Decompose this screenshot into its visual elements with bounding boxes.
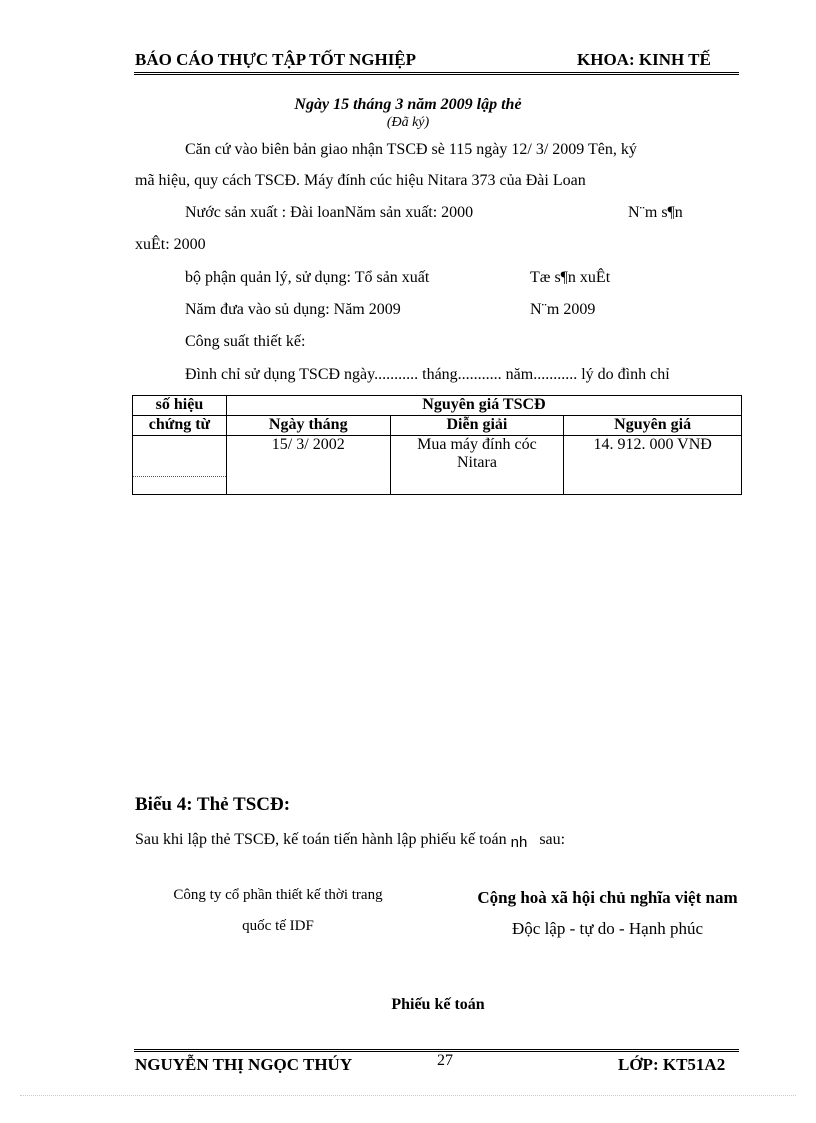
header-doc-number <box>133 396 227 416</box>
section-intro-nh: nh <box>510 834 528 851</box>
section-intro-end: sau: <box>539 831 566 848</box>
republic-line1: Cộng hoà xã hội chủ nghĩa việt nam <box>477 888 738 907</box>
cell-description-l1: Mua máy đính cóc <box>417 436 537 453</box>
header-description: Diễn giải <box>390 416 564 436</box>
page-number: 27 <box>437 1052 453 1069</box>
republic-line2: Độc lập - tự do - Hạnh phúc <box>512 919 703 938</box>
section-intro-main: Sau khi lập thẻ TSCĐ, kế toán tiến hành lập phiếu kế toán <box>135 831 507 848</box>
suspend-line: Đình chỉ sử dụng TSCĐ ngày........... tháng........... năm........... lý do đình chỉ <box>185 366 670 383</box>
header-original-cost-group: Nguyên giá TSCĐ <box>226 396 741 416</box>
para1-line2: mã hiệu, quy cách TSCĐ. Máy đính cúc hiệu Nitara 373 của Đài Loan <box>135 172 586 189</box>
garbled-year-label: N¨m s¶n <box>628 204 683 221</box>
garbled-year-use: N¨m 2009 <box>530 301 596 318</box>
header-rule-1 <box>134 72 739 73</box>
date-line: Ngày 15 tháng 3 năm 2009 lập thẻ <box>294 96 522 113</box>
signed-note: (Đã ký) <box>386 115 430 130</box>
capacity-line: Công suất thiết kế: <box>185 333 306 350</box>
garbled-dept: Tæ s¶n xuÊt <box>530 269 611 286</box>
cell-description-l2: Nitara <box>456 454 497 471</box>
section-title: Biểu 4: Thẻ TSCĐ: <box>135 794 291 815</box>
header-left: BÁO CÁO THỰC TẬP TỐT NGHIỆP <box>135 50 417 69</box>
table-row <box>133 436 742 495</box>
country-line: Nước sản xuất : Đài loanNăm sản xuất: 2000 <box>185 204 474 221</box>
page-edge-dots <box>20 1095 796 1096</box>
form-title: Phiếu kế toán <box>391 996 485 1013</box>
para1-line1: Căn cứ vào biên bản giao nhận TSCĐ sè 115 ngày 12/ 3/ 2009 Tên, ký <box>185 141 637 158</box>
header-rule-2 <box>134 74 739 75</box>
dept-line: bộ phận quản lý, sử dụng: Tổ sản xuất <box>185 269 430 286</box>
header-right: KHOA: KINH TẾ <box>577 50 711 69</box>
footer-class: LỚP: KT51A2 <box>618 1055 726 1074</box>
header-original-cost: Nguyên giá <box>564 416 742 436</box>
asset-table <box>132 395 742 495</box>
cell-description <box>390 436 564 495</box>
header-date: Ngày tháng <box>226 416 390 436</box>
cell-original-cost: 14. 912. 000 VNĐ <box>564 436 742 495</box>
header-doc-number-l1: số hiệu <box>155 396 204 413</box>
section-intro <box>135 831 565 849</box>
footer-author: NGUYỄN THỊ NGỌC THÚY <box>135 1055 353 1074</box>
garbled-year-value: xuÊt: 2000 <box>135 236 206 253</box>
year-use-line: Năm đưa vào sủ dụng: Năm 2009 <box>185 301 401 318</box>
header-doc-number-l2: chứng từ <box>133 416 227 436</box>
cell-doc-number <box>133 436 227 495</box>
footer-rule-1 <box>134 1049 739 1050</box>
company-line2: quốc tế IDF <box>242 918 314 934</box>
company-line1: Công ty cổ phần thiết kế thời trang <box>173 887 383 903</box>
cell-date: 15/ 3/ 2002 <box>226 436 390 495</box>
